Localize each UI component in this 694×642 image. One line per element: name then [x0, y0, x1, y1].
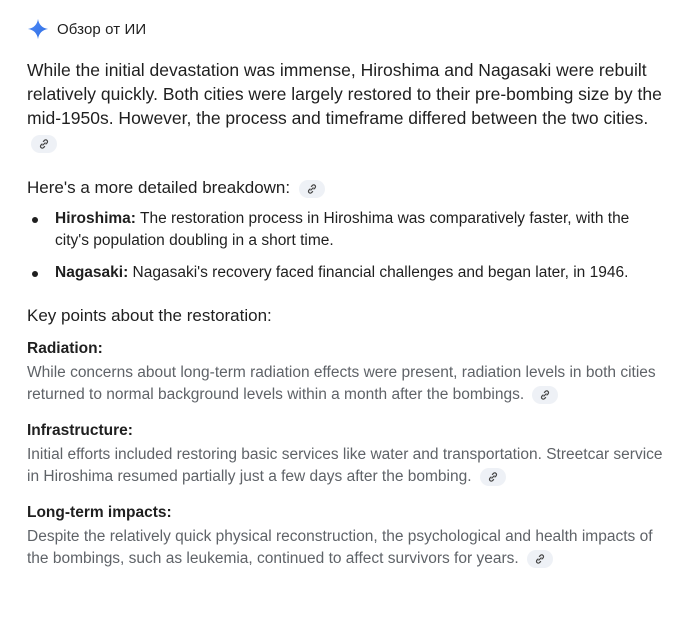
intro-paragraph	[27, 58, 667, 154]
key-point-body	[27, 444, 667, 488]
source-link-chip[interactable]	[480, 468, 506, 486]
key-point-title: Radiation:	[27, 340, 103, 357]
sparkle-icon	[27, 18, 49, 40]
link-icon	[306, 183, 318, 195]
source-link-chip[interactable]	[299, 180, 325, 198]
source-link-chip[interactable]	[527, 550, 553, 568]
link-icon	[539, 389, 551, 401]
key-point-text: Initial efforts included restoring basic services like water and transportation. Streetcar service in Hiroshima resumed partially just a few days after the bombing.	[27, 446, 663, 485]
key-point-title: Long-term impacts:	[27, 504, 172, 521]
list-item-label: Nagasaki:	[55, 264, 129, 281]
breakdown-list	[27, 208, 667, 284]
key-point-text: While concerns about long-term radiation effects were present, radiation levels in both cities returned to normal background levels within a month after the bombings.	[27, 364, 656, 403]
key-point-text: Despite the relatively quick physical reconstruction, the psychological and health impacts of the bombings, such as leukemia, continued to affect survivors for years.	[27, 528, 653, 567]
ai-overview-title: Обзор от ИИ	[57, 20, 147, 38]
ai-overview-header	[27, 16, 667, 42]
key-points-heading: Key points about the restoration:	[27, 306, 272, 325]
intro-text: While the initial devastation was immense, Hiroshima and Nagasaki were rebuilt relatively quickly. Both cities were largely restored to their pre-bombing size by the mid-1950s. However, the process and timeframe differed between the two cities.	[27, 60, 662, 128]
key-point-title: Infrastructure:	[27, 422, 133, 439]
list-item-text: Nagasaki's recovery faced financial challenges and began later, in 1946.	[128, 264, 629, 281]
source-link-chip[interactable]	[31, 135, 57, 153]
source-link-chip[interactable]	[532, 386, 558, 404]
link-icon	[534, 553, 546, 565]
list-item	[27, 208, 667, 252]
list-item	[27, 262, 667, 284]
key-point-body	[27, 362, 667, 406]
ai-overview	[27, 16, 667, 570]
list-item-label: Hiroshima:	[55, 210, 136, 227]
link-icon	[487, 471, 499, 483]
breakdown-heading	[27, 176, 667, 200]
key-point-body	[27, 526, 667, 570]
link-icon	[38, 138, 50, 150]
list-item-text: The restoration process in Hiroshima was comparatively faster, with the city's population doubling in a short time.	[55, 210, 630, 249]
breakdown-title: Here's a more detailed breakdown:	[27, 178, 291, 197]
